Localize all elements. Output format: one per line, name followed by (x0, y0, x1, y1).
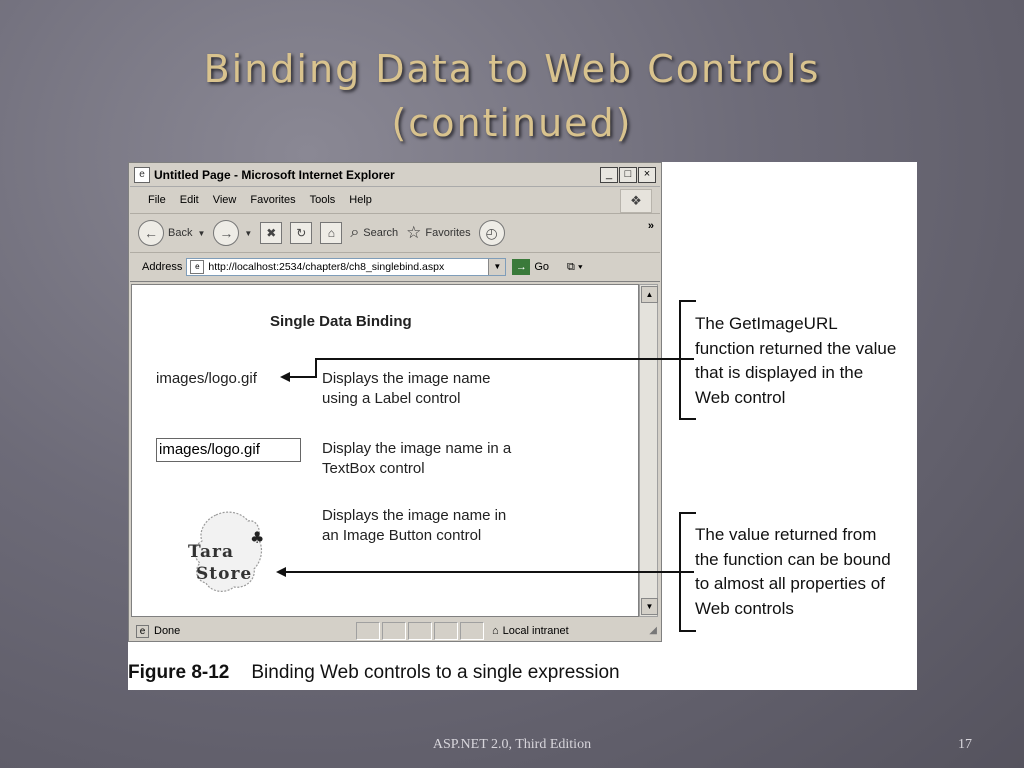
chevron-down-icon: ▼ (197, 228, 206, 238)
menu-tools[interactable]: Tools (309, 194, 336, 206)
menu-edit[interactable]: Edit (179, 194, 199, 206)
menu-favorites[interactable]: Favorites (250, 194, 296, 206)
label-desc-line1: Displays the image name (322, 370, 491, 387)
search-icon: ⌕ (350, 224, 360, 241)
menu-view[interactable]: View (212, 194, 237, 206)
slide-footer: ASP.NET 2.0, Third Edition (432, 737, 592, 752)
slide-title (0, 42, 1024, 150)
figure (128, 162, 917, 690)
callout-bottom (695, 523, 891, 621)
figure-caption (128, 662, 620, 684)
address-label: Address (142, 261, 183, 273)
stop-icon: ✖ (260, 222, 282, 244)
home-icon: ⌂ (320, 222, 342, 244)
imagebutton-desc-line2: an Image Button control (322, 527, 482, 544)
history-icon: ◴ (479, 220, 505, 246)
minimize-button[interactable]: _ (600, 167, 618, 183)
textbox-control[interactable]: images/logo.gif (156, 438, 301, 462)
figure-number: Figure 8-12 (128, 662, 230, 683)
top-arrowhead (280, 372, 290, 382)
callout-bottom-line4: Web controls (695, 598, 794, 618)
scroll-down-icon[interactable]: ▼ (641, 598, 658, 615)
address-dropdown-button[interactable]: ▼ (488, 259, 505, 275)
favorites-label: Favorites (425, 227, 471, 239)
toolbar-overflow-button[interactable]: » (647, 220, 654, 232)
address-url: http://localhost:2534/chapter8/ch8_singlebind.aspx (208, 261, 445, 273)
callout-top-line1: The GetImageURL (695, 314, 838, 333)
label-control: images/logo.gif (156, 370, 257, 387)
menu-help[interactable]: Help (349, 194, 372, 206)
chevron-down-icon: ▼ (244, 228, 253, 238)
maximize-button[interactable]: □ (619, 167, 637, 183)
callout-top-line4: Web control (695, 387, 786, 407)
logo-text-tara: Tara (188, 542, 235, 562)
window-title: Untitled Page - Microsoft Internet Explorer (154, 168, 395, 182)
bottom-arrowhead (276, 567, 286, 577)
go-arrow-icon: → (512, 259, 530, 275)
textbox-desc-line2: TextBox control (322, 460, 425, 477)
star-icon: ☆ (406, 223, 422, 242)
slide-title-line2: (continued) (391, 101, 633, 145)
resize-grip-icon[interactable]: ◢ (649, 625, 657, 636)
zone-icon: ⌂ (492, 625, 499, 637)
imagebutton-desc-line1: Displays the image name in (322, 507, 507, 524)
callout-top (695, 312, 896, 410)
status-text: Done (154, 625, 181, 637)
forward-arrow-icon: → (213, 220, 239, 246)
go-label: Go (534, 261, 550, 273)
links-icon[interactable]: ⧉ ▾ (567, 260, 583, 273)
back-arrow-icon: ← (138, 220, 164, 246)
figure-caption-text: Binding Web controls to a single expression (251, 662, 620, 683)
back-label: Back (168, 227, 193, 239)
zone-text: Local intranet (502, 625, 569, 637)
page-done-icon: e (136, 625, 149, 638)
refresh-icon: ↻ (290, 222, 312, 244)
page-heading: Single Data Binding (270, 313, 412, 330)
club-icon: ♣ (250, 528, 265, 547)
slide-page-number: 17 (958, 737, 972, 752)
callout-top-line2: function returned the value (695, 338, 897, 358)
scroll-up-icon[interactable]: ▲ (641, 286, 658, 303)
textbox-desc-line1: Display the image name in a (322, 440, 512, 457)
callout-bottom-line3: to almost all properties of (695, 574, 885, 593)
ie-icon: e (134, 167, 150, 183)
label-desc-line2: using a Label control (322, 390, 461, 407)
logo-text-store: Store (196, 564, 253, 584)
windows-logo-icon: ❖ (620, 189, 652, 213)
top-callout-arrow (286, 359, 694, 377)
menu-file[interactable]: File (148, 194, 166, 206)
close-button[interactable]: × (638, 167, 656, 183)
slide-title-line1: Binding Data to Web Controls (203, 47, 821, 91)
callout-top-line3: that is displayed in the (695, 363, 864, 382)
callout-bottom-line1: The value returned from (695, 525, 877, 544)
callout-bottom-line2: the function can be bound (695, 549, 891, 569)
page-icon: e (190, 260, 204, 274)
search-label: Search (363, 227, 399, 239)
